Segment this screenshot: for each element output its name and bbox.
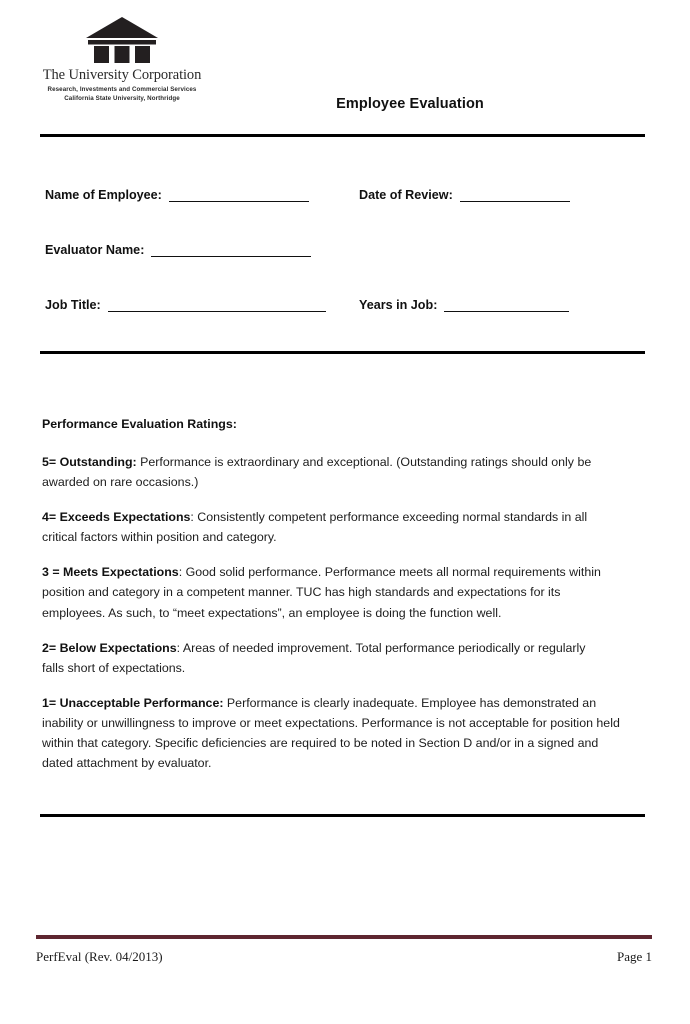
page-title: Employee Evaluation: [336, 96, 484, 112]
years-in-job-input[interactable]: [444, 311, 569, 312]
evaluator-name-input[interactable]: [151, 256, 311, 257]
employee-name-input[interactable]: [169, 201, 309, 202]
rating-definition-1: [42, 693, 620, 773]
rating-definition-4: [42, 507, 620, 547]
field-label: Job Title:: [45, 298, 101, 312]
field-job-title: [45, 298, 326, 312]
header-divider: [40, 134, 645, 137]
rating-key: 3 = Meets Expectations: [42, 565, 179, 580]
field-evaluator-name: [45, 243, 311, 257]
document-header: [0, 14, 690, 124]
rating-definition-2: [42, 638, 602, 678]
field-date-of-review: [359, 188, 570, 202]
rating-key: 2= Below Expectations: [42, 640, 177, 655]
rating-description: : Good solid performance. Performance meets all normal requirements within position and category in a competent manner. TUC has high standards and expectations for its employees. As such, to “meet expectations”, an employee is doing the function well.: [42, 565, 601, 620]
field-label: Years in Job:: [359, 298, 438, 312]
ratings-heading: Performance Evaluation Ratings:: [42, 417, 237, 431]
rating-key: 4= Exceeds Expectations: [42, 510, 191, 525]
rating-key: 5= Outstanding:: [42, 455, 137, 469]
rating-definition-3: [42, 562, 620, 622]
logo-subtitle-services: Research, Investments and Commercial Services: [47, 86, 197, 94]
classical-building-icon: [82, 14, 162, 66]
rating-key: 1= Unacceptable Performance:: [42, 695, 224, 710]
rating-definition-5: [42, 452, 620, 492]
organization-logo: [34, 14, 210, 102]
field-label: Evaluator Name:: [45, 243, 145, 257]
footer-document-code: PerfEval (Rev. 04/2013): [36, 949, 163, 964]
performance-ratings-section: [42, 417, 620, 773]
rating-description: : Areas of needed improvement. Total performance periodically or regularly falls short of expectations.: [42, 640, 586, 675]
form-section-divider: [40, 351, 645, 354]
footer-divider: [36, 935, 652, 939]
field-label: Name of Employee:: [45, 188, 162, 202]
field-years-in-job: [359, 298, 569, 312]
job-title-input[interactable]: [108, 311, 326, 312]
rating-description: Performance is clearly inadequate. Employee has demonstrated an inability or unwillingness to improve or meet expectations. Performance is not acceptable for position held within that category. Specific deficiencies are required to be noted in Section D and/or in a signed and dated attachment by evaluator.: [42, 695, 620, 771]
field-name-of-employee: [45, 188, 309, 202]
date-of-review-input[interactable]: [460, 201, 570, 202]
ratings-section-divider: [40, 814, 645, 817]
rating-description: Performance is extraordinary and exceptional. (Outstanding ratings should only be awarded on rare occasions.): [42, 455, 592, 490]
rating-description: : Consistently competent performance exceeding normal standards in all critical factors within position and category.: [42, 510, 588, 545]
logo-organization-name: The University Corporation: [42, 67, 202, 83]
field-label: Date of Review:: [359, 188, 453, 202]
document-footer: [36, 949, 652, 969]
logo-subtitle-university: California State University, Northridge: [64, 94, 180, 102]
footer-page-number: Page 1: [616, 949, 652, 964]
